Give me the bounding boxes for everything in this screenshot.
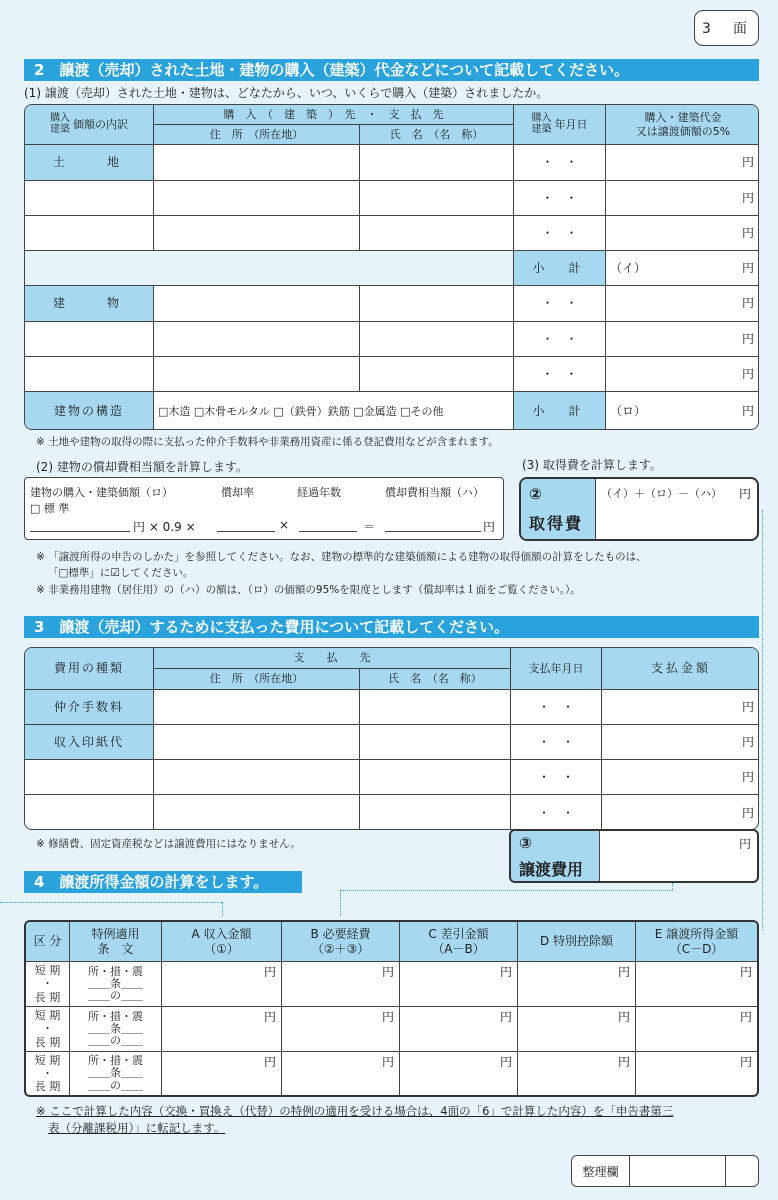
note-expense: ※ 修繕費、固定資産税などは譲渡費用にはなりません。	[36, 838, 301, 850]
header-kakaku: 購入 建築 価額の内訳	[25, 105, 154, 145]
land-name-2[interactable]	[360, 181, 514, 216]
income-e-2[interactable]: 円	[636, 1007, 757, 1052]
building-kind-2[interactable]	[25, 322, 154, 357]
expense-name-4[interactable]	[360, 795, 511, 830]
header-income-e: E 譲渡所得金額 （C－D）	[636, 922, 757, 962]
building-label: 建 物	[25, 286, 154, 322]
land-kind-3[interactable]	[25, 216, 154, 251]
expense-type-3[interactable]	[25, 760, 154, 795]
expense-date-3[interactable]: ・ ・	[511, 760, 602, 795]
expense-name-3[interactable]	[360, 760, 511, 795]
note-2: ※ 「譲渡所得の申告のしかた」を参照してください。なお、建物の標準的な建築価額による建物の取得価額の計算をしたものは、	[36, 551, 647, 563]
calc-years-label: 経過年数	[297, 486, 341, 499]
section-3-title: 3 譲渡（売却）するために支払った費用について記載してください。	[24, 616, 759, 638]
building-amount-1[interactable]: 円	[606, 286, 759, 322]
expense-amount-1[interactable]: 円	[602, 690, 759, 725]
purchase-table	[24, 104, 759, 430]
expense-date-1[interactable]: ・ ・	[511, 690, 602, 725]
final-note: ※ ここで計算した内容（交換・買換え（代替）の特例の適用を受ける場合は、4面の「6」で計算した内容）を「申告書第三	[36, 1104, 674, 1118]
page-number-label: 3 面	[694, 10, 759, 46]
header-difference-c: C 差引金額 （A－B）	[400, 922, 518, 962]
expense-address-3[interactable]	[154, 760, 360, 795]
expense-address-4[interactable]	[154, 795, 360, 830]
header-tokurei: 特例適用 条 文	[70, 922, 162, 962]
connector-mid-v	[340, 890, 341, 916]
expense-type-1: 仲介手数料	[25, 690, 154, 725]
expense-amount-4[interactable]: 円	[741, 805, 754, 820]
difference-c-2[interactable]: 円	[400, 1007, 518, 1052]
header-jusho: 住 所 （所在地）	[154, 125, 360, 145]
land-subtotal-field[interactable]: （イ） 円	[606, 251, 759, 286]
calc-purchase-input[interactable]	[30, 516, 130, 532]
expense-name-header: 氏 名 （名 称）	[360, 669, 511, 690]
building-address-3[interactable]	[154, 357, 360, 392]
building-date-3[interactable]: ・ ・	[514, 357, 606, 392]
office-use-field-1	[630, 1156, 726, 1186]
expense-b-1[interactable]: 円	[282, 962, 400, 1007]
structure-label: 建物の構造	[25, 392, 154, 430]
expense-type-4[interactable]	[25, 795, 154, 830]
difference-c-3[interactable]: 円	[400, 1052, 518, 1095]
income-calc-table	[24, 920, 759, 1097]
expense-name-1[interactable]	[360, 690, 511, 725]
question-2: (2) 建物の償却費相当額を計算します。	[36, 460, 248, 474]
expense-b-3[interactable]: 円	[282, 1052, 400, 1095]
building-name-2[interactable]	[360, 322, 514, 357]
calc-multiplier: 円 × 0.9 ×	[133, 520, 196, 534]
calc-years-input[interactable]	[299, 516, 357, 532]
acquisition-formula: （イ）＋（ロ）－（ハ）	[601, 487, 722, 500]
connector-right	[762, 510, 763, 930]
expense-amount-header: 支払金額	[602, 648, 759, 690]
question-1: (1) 譲渡（売却）された土地・建物は、どなたから、いつ、いくらで購入（建築）されましたか。	[24, 86, 549, 100]
connector-mid-h	[340, 890, 672, 891]
note-2-cont: 「□標準」に☑してください。	[48, 567, 194, 579]
land-date-2[interactable]: ・ ・	[514, 181, 606, 216]
building-address-1[interactable]	[154, 286, 360, 322]
building-name-1[interactable]	[360, 286, 514, 322]
income-a-2[interactable]: 円	[162, 1007, 282, 1052]
calc-purchase-label: 建物の購入・建築価額（ロ）	[30, 486, 173, 499]
header-saki: 購 入 （ 建 築 ） 先 ・ 支 払 先	[154, 105, 514, 125]
section-4-title: 4 譲渡所得金額の計算をします。	[24, 871, 302, 893]
building-date-2[interactable]: ・ ・	[514, 322, 606, 357]
section-2-title: 2 譲渡（売却）された土地・建物の購入（建築）代金などについて記載してください。	[24, 59, 759, 81]
expense-name-2[interactable]	[360, 725, 511, 760]
article-1[interactable]: 所・措・震 ＿＿条＿＿ ＿＿の＿＿	[70, 962, 162, 1007]
land-label: 土 地	[25, 145, 154, 181]
transfer-cost-box	[509, 829, 759, 883]
land-kind-2[interactable]	[25, 181, 154, 216]
header-daikin: 購入・建築代金 又は譲渡価額の5%	[606, 105, 759, 145]
expense-type-header: 費用の種類	[25, 648, 154, 690]
header-shimei: 氏 名 （名 称）	[360, 125, 514, 145]
deduction-d-2[interactable]: 円	[518, 1007, 636, 1052]
expense-address-2[interactable]	[154, 725, 360, 760]
land-name-1[interactable]	[360, 145, 514, 181]
standard-checkbox[interactable]: □ 標 準	[30, 502, 70, 515]
transfer-cost-label: ③ 譲渡費用	[511, 831, 600, 881]
calc-times: ×	[279, 518, 290, 532]
building-amount-2[interactable]: 円	[606, 322, 759, 357]
header-deduction-d: D 特別控除額	[518, 922, 636, 962]
office-use-box	[571, 1155, 759, 1187]
land-amount-3[interactable]: 円	[606, 216, 759, 251]
question-3: (3) 取得費を計算します。	[522, 458, 662, 472]
note-1: ※ 土地や建物の取得の際に支払った仲介手数料や非業務用資産に係る登記費用などが含まれます。	[36, 436, 499, 448]
calc-equals: ＝	[363, 520, 376, 534]
calc-yen: 円	[483, 520, 496, 534]
transfer-cost-yen: 円	[738, 837, 751, 851]
land-name-3[interactable]	[360, 216, 514, 251]
expense-b-2[interactable]: 円	[282, 1007, 400, 1052]
expense-amount-3[interactable]: 円	[602, 760, 759, 795]
land-address-1[interactable]	[154, 145, 360, 181]
deduction-d-3[interactable]: 円	[518, 1052, 636, 1095]
note-3: ※ 非業務用建物（居住用）の（ハ）の額は、（ロ）の価額の95%を限度とします（償却率は１面をご覧ください。）。	[36, 584, 581, 596]
connector-mid-up	[672, 883, 673, 891]
term-2[interactable]: 短 期 ・ 長 期	[26, 1007, 70, 1052]
term-3[interactable]: 短 期 ・ 長 期	[26, 1052, 70, 1095]
building-date-1[interactable]: ・ ・	[514, 286, 606, 322]
land-date-3[interactable]: ・ ・	[514, 216, 606, 251]
building-subtotal-field[interactable]: （ロ） 円	[610, 404, 754, 419]
land-address-2[interactable]	[154, 181, 360, 216]
land-amount-2[interactable]: 円	[606, 181, 759, 216]
building-subtotal-label: 小 計	[514, 392, 606, 430]
expense-address-1[interactable]	[154, 690, 360, 725]
expense-address-header: 住 所 （所在地）	[154, 669, 360, 690]
land-amount-1[interactable]: 円	[606, 145, 759, 181]
acquisition-cost-input[interactable]	[599, 503, 754, 537]
acquisition-yen: 円	[738, 487, 751, 501]
deduction-d-1[interactable]: 円	[518, 962, 636, 1007]
income-e-1[interactable]: 円	[636, 962, 757, 1007]
subtotal-gap	[25, 251, 514, 286]
building-amount-3[interactable]: 円	[606, 357, 759, 392]
expense-amount-2[interactable]: 円	[602, 725, 759, 760]
article-2[interactable]: 所・措・震 ＿＿条＿＿ ＿＿の＿＿	[70, 1007, 162, 1052]
office-use-field-2	[726, 1156, 758, 1186]
connector-left-v	[222, 902, 223, 916]
calc-rate-label: 償却率	[221, 486, 254, 499]
expense-date-4[interactable]: ・ ・	[511, 795, 602, 830]
depreciation-calc	[24, 477, 504, 540]
transfer-cost-input[interactable]	[603, 851, 753, 879]
header-nengappi: 購入 建築 年月日	[514, 105, 606, 145]
acquisition-cost-box	[519, 477, 759, 541]
calc-depreciation-label: 償却費相当額（ハ）	[385, 486, 484, 499]
land-subtotal-label: 小 計	[514, 251, 606, 286]
building-address-2[interactable]	[154, 322, 360, 357]
difference-c-1[interactable]: 円	[400, 962, 518, 1007]
calc-rate-input[interactable]	[217, 516, 275, 532]
building-name-3[interactable]	[360, 357, 514, 392]
term-1[interactable]: 短 期 ・ 長 期	[26, 962, 70, 1007]
connector-left-h	[0, 902, 222, 903]
header-expense-b: B 必要経費 （②＋③）	[282, 922, 400, 962]
final-note-cont: 表（分離課税用）」に転記します。	[48, 1121, 226, 1135]
expense-table	[24, 647, 759, 830]
calc-depreciation-input[interactable]	[385, 516, 481, 532]
structure-options[interactable]: □木造 □木骨モルタル □（鉄骨）鉄筋 □金属造 □その他	[154, 392, 514, 430]
land-address-3[interactable]	[154, 216, 360, 251]
expense-type-2: 収入印紙代	[25, 725, 154, 760]
expense-date-header: 支払年月日	[511, 648, 602, 690]
income-a-1[interactable]: 円	[162, 962, 282, 1007]
building-kind-3[interactable]	[25, 357, 154, 392]
article-3[interactable]: 所・措・震 ＿＿条＿＿ ＿＿の＿＿	[70, 1052, 162, 1095]
office-use-label: 整理欄	[572, 1156, 630, 1186]
income-a-3[interactable]: 円	[162, 1052, 282, 1095]
header-income-a: A 収入金額 （①）	[162, 922, 282, 962]
header-kubun: 区 分	[26, 922, 70, 962]
expense-date-2[interactable]: ・ ・	[511, 725, 602, 760]
expense-payee-header: 支 払 先	[154, 648, 511, 669]
acquisition-cost-label: ② 取得費	[521, 479, 596, 539]
land-date-1[interactable]: ・ ・	[514, 145, 606, 181]
income-e-3[interactable]: 円	[739, 1055, 752, 1069]
